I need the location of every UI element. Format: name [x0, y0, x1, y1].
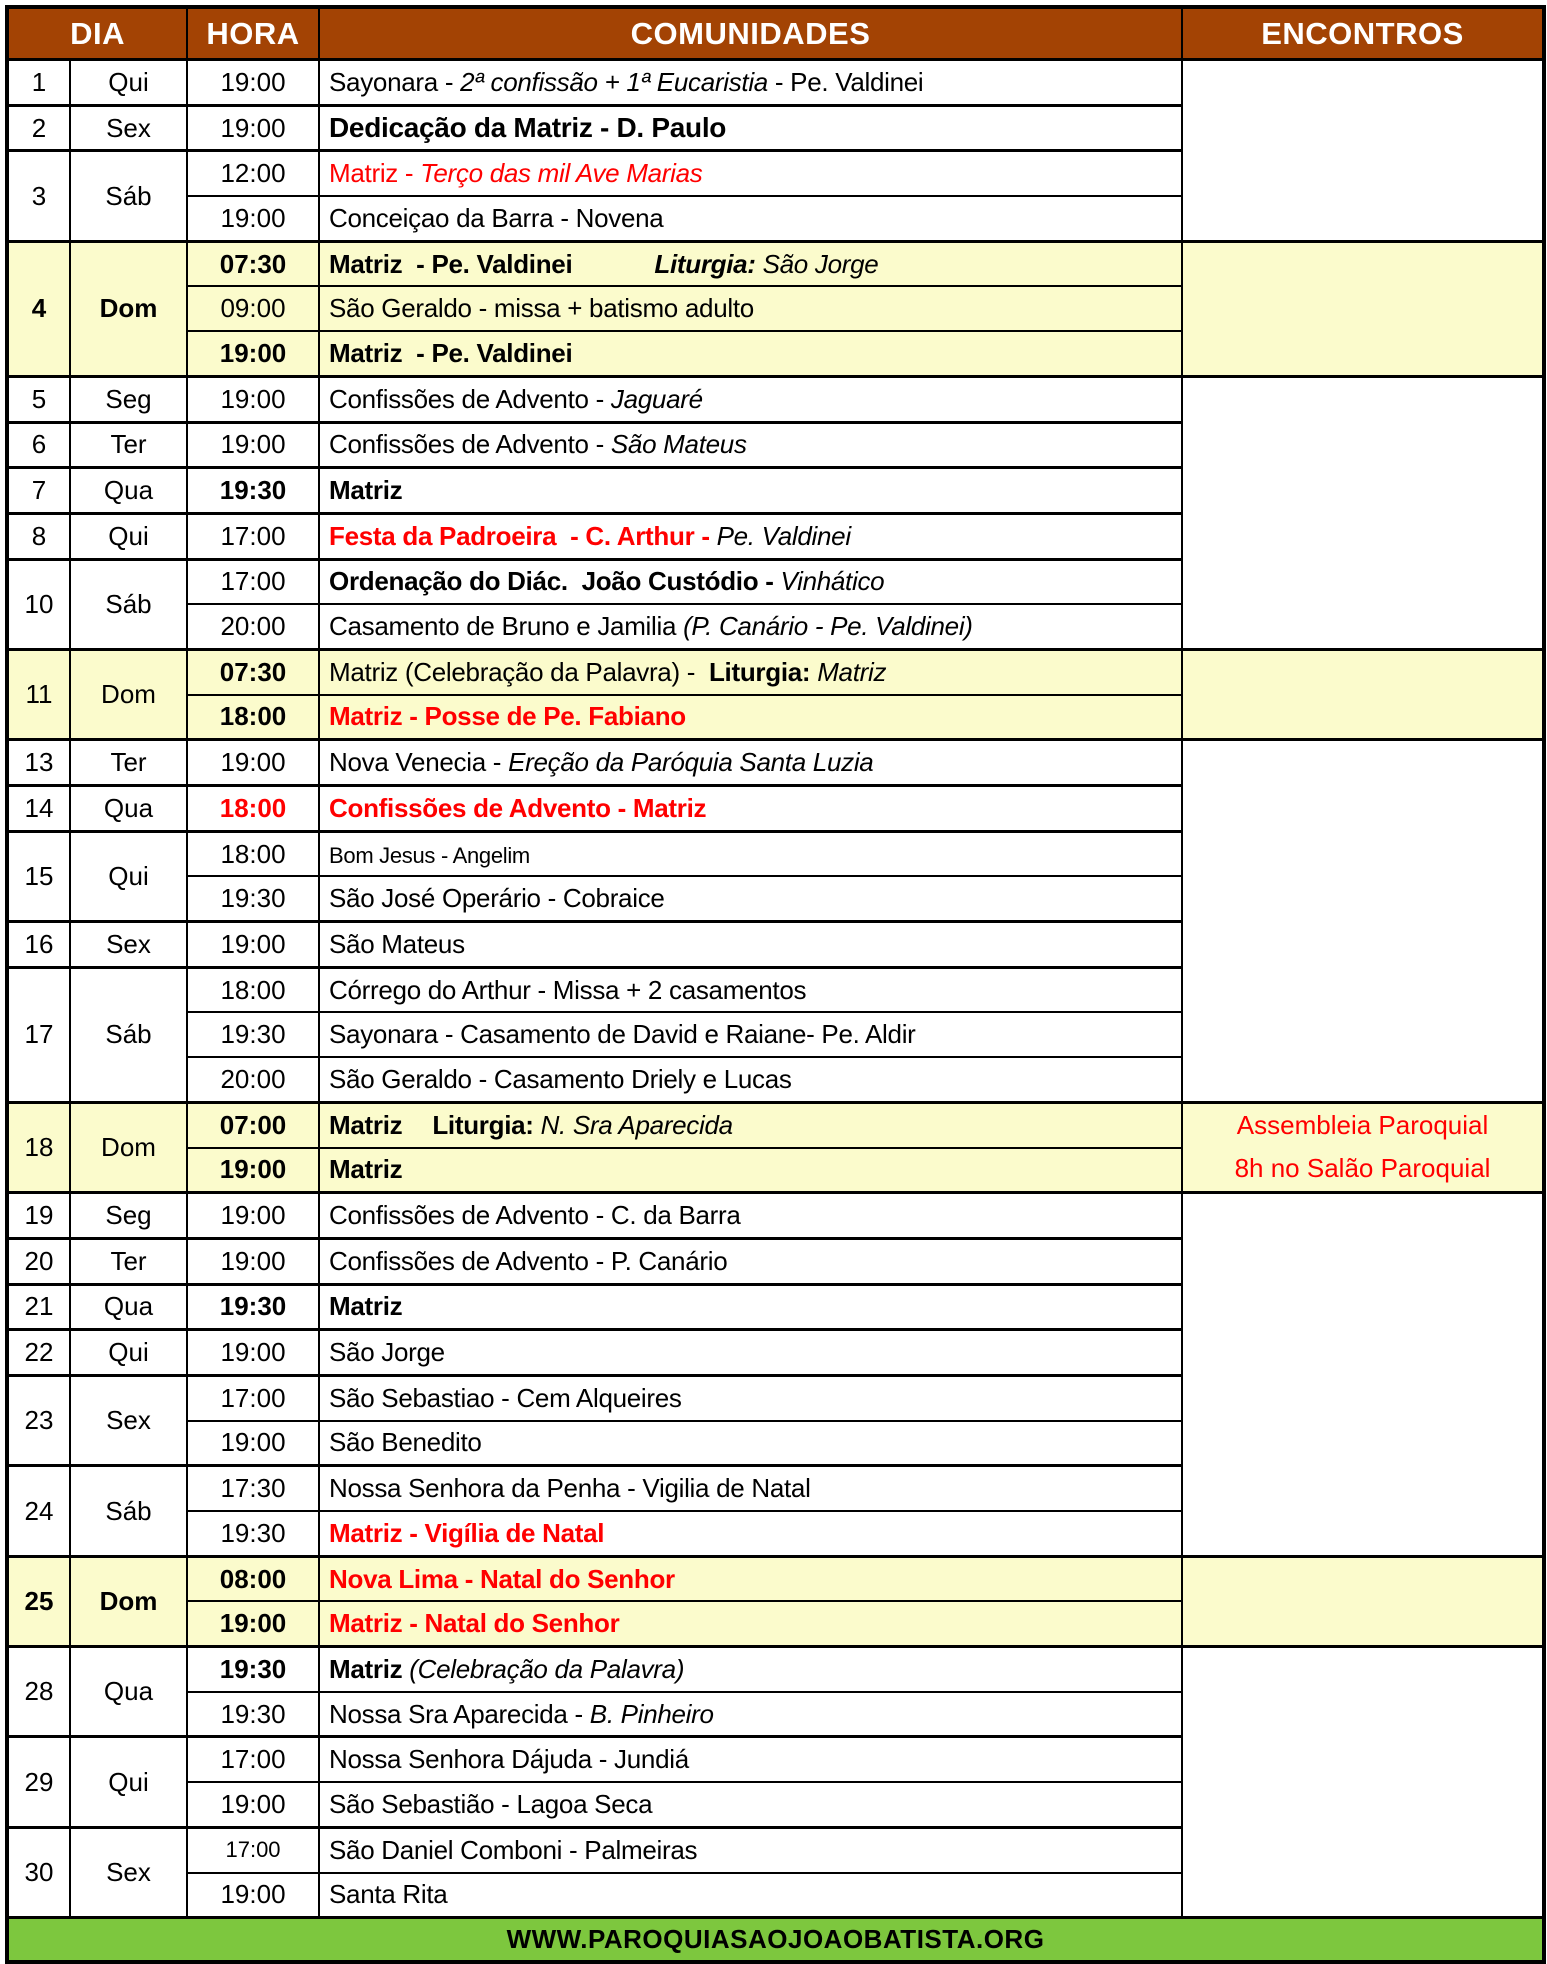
community-text: Liturgia:: [708, 656, 811, 687]
community-text: Matriz: [329, 1653, 410, 1684]
time-cell: 08:00: [187, 1556, 319, 1601]
time-cell: 09:00: [187, 286, 319, 331]
encontros-cell: [1182, 1556, 1544, 1646]
header-row: [7, 7, 1544, 60]
day-name-cell: Dom: [70, 241, 187, 376]
community-cell: [319, 604, 1182, 649]
day-number-cell: 18: [7, 1102, 70, 1192]
time-cell: 17:00: [187, 1375, 319, 1420]
community-text: Matriz: [329, 1109, 403, 1140]
community-cell: [319, 1330, 1182, 1376]
day-number-cell: 13: [7, 740, 70, 786]
community-text: Santa Rita: [329, 1879, 448, 1910]
schedule-row: [7, 1647, 1544, 1692]
community-text: Vinhático: [780, 566, 885, 597]
schedule-row: [7, 1193, 1544, 1239]
community-text: Jaguaré: [610, 383, 703, 414]
community-text: Matriz: [329, 1291, 403, 1322]
community-cell: [319, 60, 1182, 106]
community-cell: [319, 967, 1182, 1012]
community-text: Pe. Valdinei: [716, 520, 851, 551]
time-cell: 07:00: [187, 1102, 319, 1147]
schedule-row: [7, 1102, 1544, 1147]
encontros-cell: [1182, 376, 1544, 649]
day-name-cell: Qua: [70, 1647, 187, 1737]
community-text: Confissões de Advento - P. Canário: [329, 1245, 728, 1276]
community-text: Festa da Padroeira - C. Arthur -: [329, 520, 717, 551]
encontros-cell: [1182, 740, 1544, 1103]
community-text: Conceiçao da Barra - Novena: [329, 202, 664, 233]
day-name-cell: Dom: [70, 1556, 187, 1646]
time-cell: 17:00: [187, 559, 319, 604]
day-name-cell: Qua: [70, 786, 187, 832]
community-cell: [319, 1737, 1182, 1782]
day-name-cell: Qui: [70, 831, 187, 921]
day-number-cell: 11: [7, 649, 70, 739]
community-cell: [319, 1782, 1182, 1827]
encontros-cell: [1182, 1193, 1544, 1557]
time-cell: 07:30: [187, 241, 319, 286]
day-number-cell: 28: [7, 1647, 70, 1737]
time-cell: 19:30: [187, 1012, 319, 1057]
header-hora: HORA: [187, 7, 319, 60]
day-name-cell: Qua: [70, 468, 187, 514]
day-name-cell: Dom: [70, 1102, 187, 1192]
time-cell: 18:00: [187, 695, 319, 740]
day-name-cell: Sex: [70, 1375, 187, 1465]
community-text: São Mateus: [610, 429, 747, 460]
time-cell: 18:00: [187, 831, 319, 876]
community-text: Nossa Sra Aparecida -: [329, 1698, 590, 1729]
schedule-body: [7, 60, 1544, 1918]
community-text: Confissões de Advento -: [329, 383, 611, 414]
community-text: Sayonara - Casamento de David e Raiane- Pe. Aldir: [329, 1019, 916, 1050]
time-cell: 18:00: [187, 786, 319, 832]
day-number-cell: 22: [7, 1330, 70, 1376]
community-text: (P. Canário - Pe. Valdinei): [683, 611, 973, 642]
time-cell: 19:30: [187, 1511, 319, 1556]
encontros-cell: [1182, 1102, 1544, 1192]
time-cell: 19:30: [187, 1284, 319, 1330]
community-cell: [319, 1421, 1182, 1466]
community-text: São Daniel Comboni - Palmeiras: [329, 1834, 698, 1865]
schedule-row: [7, 60, 1544, 106]
day-name-cell: Dom: [70, 649, 187, 739]
community-cell: [319, 786, 1182, 832]
community-text: São Jorge: [329, 1337, 445, 1368]
day-number-cell: 24: [7, 1466, 70, 1556]
day-name-cell: Sáb: [70, 967, 187, 1102]
time-cell: 18:00: [187, 967, 319, 1012]
community-cell: [319, 376, 1182, 422]
day-number-cell: 15: [7, 831, 70, 921]
day-number-cell: 19: [7, 1193, 70, 1239]
day-name-cell: Sex: [70, 922, 187, 968]
day-number-cell: 7: [7, 468, 70, 514]
time-cell: 19:00: [187, 105, 319, 151]
time-cell: 07:30: [187, 649, 319, 694]
day-name-cell: Seg: [70, 1193, 187, 1239]
day-number-cell: 25: [7, 1556, 70, 1646]
time-cell: 19:00: [187, 1238, 319, 1284]
community-cell: [319, 559, 1182, 604]
community-cell: [319, 241, 1182, 286]
community-cell: [319, 331, 1182, 376]
community-text: Nova Lima - Natal do Senhor: [329, 1563, 675, 1594]
community-cell: [319, 468, 1182, 514]
day-number-cell: 5: [7, 376, 70, 422]
time-cell: 19:30: [187, 876, 319, 921]
community-cell: [319, 513, 1182, 559]
day-number-cell: 1: [7, 60, 70, 106]
footer-row: [7, 1918, 1544, 1963]
community-cell: [319, 1511, 1182, 1556]
community-cell: [319, 695, 1182, 740]
day-name-cell: Sáb: [70, 559, 187, 649]
community-text: Sayonara -: [329, 66, 461, 97]
community-text: Dedicação da Matriz - D. Paulo: [329, 112, 727, 144]
day-name-cell: Qui: [70, 1330, 187, 1376]
community-cell: [319, 105, 1182, 151]
time-cell: 19:00: [187, 1148, 319, 1193]
community-text: Confissões de Advento - C. da Barra: [329, 1200, 741, 1231]
community-cell: [319, 1466, 1182, 1511]
community-cell: [319, 876, 1182, 921]
time-cell: 19:00: [187, 196, 319, 241]
time-cell: 19:00: [187, 922, 319, 968]
community-text: Confissões de Advento - Matriz: [329, 792, 707, 823]
time-cell: 12:00: [187, 151, 319, 196]
day-name-cell: Sex: [70, 1827, 187, 1917]
day-number-cell: 30: [7, 1827, 70, 1917]
community-text: Liturgia:: [432, 1109, 534, 1140]
encontros-cell: [1182, 1647, 1544, 1918]
community-text: Ereção da Paróquia Santa Luzia: [508, 747, 874, 778]
community-text: N. Sra Aparecida: [533, 1109, 733, 1140]
community-text: São Sebastiao - Cem Alqueires: [329, 1382, 682, 1413]
community-text: Matriz -: [329, 158, 421, 189]
community-text: Confissões de Advento -: [329, 429, 611, 460]
community-text: São Benedito: [329, 1427, 482, 1458]
day-name-cell: Seg: [70, 376, 187, 422]
time-cell: 19:00: [187, 1193, 319, 1239]
community-cell: [319, 922, 1182, 968]
day-name-cell: Qua: [70, 1284, 187, 1330]
time-cell: 19:00: [187, 740, 319, 786]
time-cell: 19:00: [187, 1421, 319, 1466]
day-number-cell: 10: [7, 559, 70, 649]
community-text: Matriz - Pe. Valdinei: [329, 248, 573, 279]
header-dia: DIA: [7, 7, 187, 60]
day-name-cell: Qui: [70, 513, 187, 559]
community-text: Ordenação do Diác. João Custódio -: [329, 566, 781, 597]
day-name-cell: Qui: [70, 60, 187, 106]
time-cell: 19:00: [187, 60, 319, 106]
day-name-cell: Sex: [70, 105, 187, 151]
time-cell: 19:00: [187, 1873, 319, 1918]
time-cell: 19:30: [187, 468, 319, 514]
community-cell: [319, 1148, 1182, 1193]
day-name-cell: Ter: [70, 740, 187, 786]
day-number-cell: 8: [7, 513, 70, 559]
time-cell: 19:00: [187, 1330, 319, 1376]
community-cell: [319, 1873, 1182, 1918]
time-cell: 17:00: [187, 513, 319, 559]
time-cell: 17:00: [187, 1827, 319, 1872]
encontros-cell: [1182, 60, 1544, 242]
community-cell: [319, 1556, 1182, 1601]
community-text: 2ª confissão + 1ª Eucaristia: [460, 66, 768, 97]
time-cell: 19:00: [187, 1782, 319, 1827]
encontros-note: Assembleia Paroquial: [1236, 1109, 1489, 1140]
time-cell: 19:00: [187, 331, 319, 376]
day-number-cell: 4: [7, 241, 70, 376]
time-cell: 19:30: [187, 1692, 319, 1737]
community-text: Casamento de Bruno e Jamilia: [329, 611, 684, 642]
community-text: Matriz (Celebração da Palavra) -: [329, 656, 709, 687]
footer-url: WWW.PAROQUIASAOJOAOBATISTA.ORG: [7, 1918, 1544, 1963]
day-number-cell: 21: [7, 1284, 70, 1330]
day-number-cell: 2: [7, 105, 70, 151]
community-text: Nova Venecia -: [329, 747, 509, 778]
community-cell: [319, 151, 1182, 196]
encontros-cell: [1182, 649, 1544, 739]
day-number-cell: 16: [7, 922, 70, 968]
community-cell: [319, 1193, 1182, 1239]
community-cell: [319, 831, 1182, 876]
community-text: B. Pinheiro: [589, 1698, 714, 1729]
community-text: Terço das mil Ave Marias: [420, 158, 703, 189]
community-text: São Sebastião - Lagoa Seca: [329, 1788, 653, 1819]
community-text: Nossa Senhora Dájuda - Jundiá: [329, 1744, 689, 1775]
community-text: São Jorge: [755, 248, 879, 279]
community-cell: [319, 1238, 1182, 1284]
day-number-cell: 29: [7, 1737, 70, 1827]
community-text: Matriz: [329, 1154, 403, 1185]
encontros-note: 8h no Salão Paroquial: [1234, 1152, 1491, 1183]
time-cell: 20:00: [187, 1057, 319, 1102]
day-number-cell: 23: [7, 1375, 70, 1465]
day-name-cell: Ter: [70, 1238, 187, 1284]
day-number-cell: 17: [7, 967, 70, 1102]
community-text: Matriz - Natal do Senhor: [329, 1608, 620, 1639]
community-text: (Celebração da Palavra): [409, 1653, 685, 1684]
community-text: Liturgia:: [654, 248, 756, 279]
community-cell: [319, 1692, 1182, 1737]
day-name-cell: Sáb: [70, 1466, 187, 1556]
header-comunidades: COMUNIDADES: [319, 7, 1182, 60]
day-number-cell: 3: [7, 151, 70, 241]
schedule-row: [7, 1556, 1544, 1601]
community-cell: [319, 422, 1182, 468]
community-text: São Geraldo - missa + batismo adulto: [329, 293, 754, 324]
community-text: São Mateus: [329, 928, 465, 959]
time-cell: 19:00: [187, 376, 319, 422]
community-cell: [319, 1375, 1182, 1420]
community-text: Matriz - Pe. Valdinei: [329, 337, 573, 368]
community-cell: [319, 1647, 1182, 1692]
community-cell: [319, 1827, 1182, 1872]
community-cell: [319, 1284, 1182, 1330]
community-cell: [319, 1012, 1182, 1057]
schedule-row: [7, 241, 1544, 286]
encontros-cell: [1182, 241, 1544, 376]
time-cell: 19:00: [187, 1601, 319, 1646]
community-text: Matriz: [329, 475, 403, 506]
day-number-cell: 14: [7, 786, 70, 832]
community-text: São Geraldo - Casamento Driely e Lucas: [329, 1063, 792, 1094]
community-text: São José Operário - Cobraice: [329, 883, 665, 914]
community-cell: [319, 286, 1182, 331]
day-name-cell: Sáb: [70, 151, 187, 241]
header-encontros: ENCONTROS: [1182, 7, 1544, 60]
community-text: - Pe. Valdinei: [767, 66, 924, 97]
time-cell: 17:30: [187, 1466, 319, 1511]
community-text: Matriz - Posse de Pe. Fabiano: [329, 701, 686, 732]
day-number-cell: 20: [7, 1238, 70, 1284]
community-cell: [319, 196, 1182, 241]
community-text: Bom Jesus - Angelim: [329, 842, 530, 868]
schedule-row: [7, 649, 1544, 694]
time-cell: 20:00: [187, 604, 319, 649]
community-cell: [319, 1057, 1182, 1102]
community-cell: [319, 649, 1182, 694]
time-cell: 17:00: [187, 1737, 319, 1782]
time-cell: 19:30: [187, 1647, 319, 1692]
community-text: Matriz - Vigília de Natal: [329, 1517, 605, 1548]
community-text: Córrego do Arthur - Missa + 2 casamentos: [329, 974, 807, 1005]
community-text: Matriz: [810, 656, 887, 687]
time-cell: 19:00: [187, 422, 319, 468]
schedule-table: [5, 5, 1546, 1964]
schedule-row: [7, 376, 1544, 422]
community-text: Nossa Senhora da Penha - Vigilia de Natal: [329, 1473, 811, 1504]
day-name-cell: Qui: [70, 1737, 187, 1827]
schedule-row: [7, 740, 1544, 786]
day-number-cell: 6: [7, 422, 70, 468]
day-name-cell: Ter: [70, 422, 187, 468]
community-cell: [319, 1102, 1182, 1147]
community-cell: [319, 1601, 1182, 1646]
community-cell: [319, 740, 1182, 786]
